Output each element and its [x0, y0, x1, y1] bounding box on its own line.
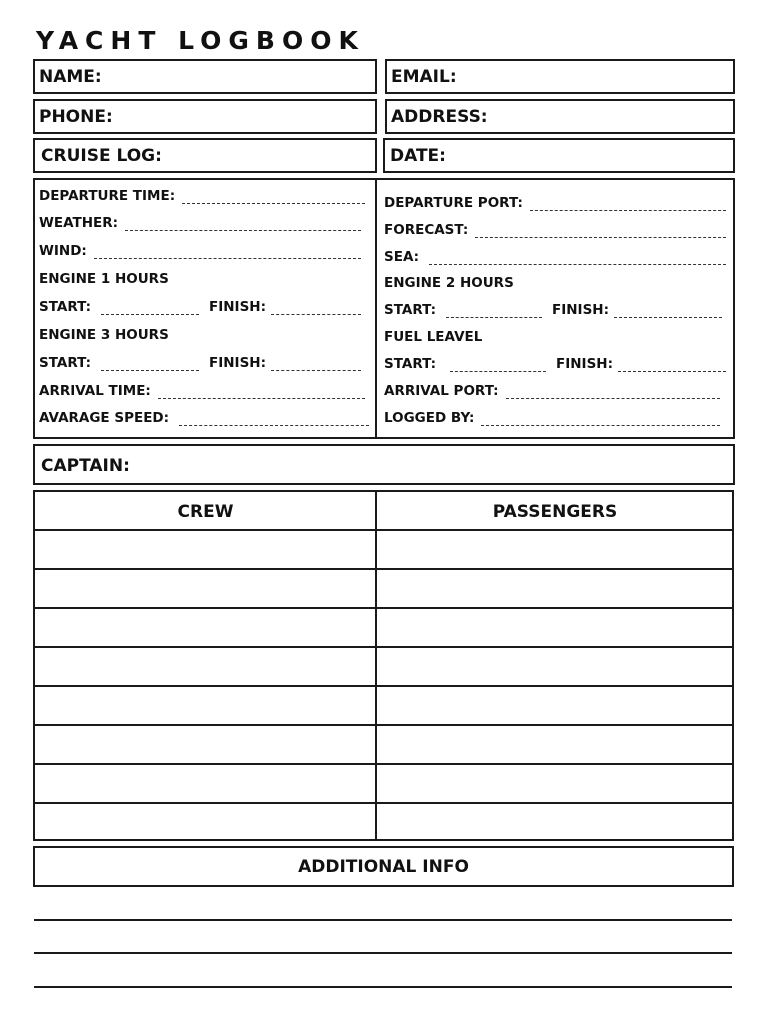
phone-label: PHONE: — [39, 107, 113, 127]
passenger-cell[interactable] — [377, 648, 732, 685]
departure-port-line — [530, 198, 726, 211]
additional-info-line[interactable] — [34, 986, 732, 988]
crew-cell[interactable] — [35, 726, 375, 763]
fuel-times-row[interactable] — [384, 356, 726, 372]
crew-cell[interactable] — [35, 687, 375, 724]
engine2-finish-line — [614, 305, 722, 318]
engine1-times-row[interactable] — [39, 299, 361, 315]
engine2-start-label: START: — [384, 302, 436, 318]
engine1-hours-label: ENGINE 1 HOURS — [39, 271, 169, 287]
forecast-label: FORECAST: — [384, 222, 469, 238]
departure-time-label: DEPARTURE TIME: — [39, 188, 176, 204]
weather-label: WEATHER: — [39, 215, 119, 231]
wind-line — [94, 246, 361, 259]
passenger-cell[interactable] — [377, 726, 732, 763]
fuel-finish-label: FINISH: — [556, 356, 613, 372]
additional-info-line[interactable] — [34, 919, 732, 921]
cruise-log-field[interactable] — [33, 138, 377, 173]
engine3-finish-label: FINISH: — [209, 355, 266, 371]
passenger-cell[interactable] — [377, 804, 732, 839]
engine3-hours-label: ENGINE 3 HOURS — [39, 327, 169, 343]
engine2-hours-label: ENGINE 2 HOURS — [384, 275, 514, 291]
arrival-port-line — [506, 386, 720, 399]
wind-label: WIND: — [39, 243, 87, 259]
weather-line — [125, 218, 361, 231]
address-label: ADDRESS: — [391, 107, 488, 127]
departure-port-row[interactable] — [384, 195, 726, 211]
name-label: NAME: — [39, 67, 102, 87]
captain-field[interactable] — [33, 444, 735, 485]
passenger-cell[interactable] — [377, 765, 732, 802]
fuel-level-label: FUEL LEAVEL — [384, 329, 483, 345]
engine1-hours-heading — [39, 271, 361, 287]
crew-header: CREW — [177, 501, 234, 522]
panel-divider — [375, 180, 377, 437]
sea-row[interactable] — [384, 249, 726, 265]
engine3-hours-heading — [39, 327, 361, 343]
crew-cell[interactable] — [35, 648, 375, 685]
passenger-cell[interactable] — [377, 687, 732, 724]
passenger-cell[interactable] — [377, 609, 732, 646]
phone-field[interactable] — [33, 99, 377, 134]
sea-label: SEA: — [384, 249, 420, 265]
engine2-finish-label: FINISH: — [552, 302, 609, 318]
fuel-start-label: START: — [384, 356, 436, 372]
forecast-line — [475, 225, 726, 238]
engine3-times-row[interactable] — [39, 355, 361, 371]
additional-info-heading: ADDITIONAL INFO — [33, 846, 734, 887]
passenger-cell[interactable] — [377, 570, 732, 607]
name-field[interactable] — [33, 59, 377, 94]
logged-by-line — [481, 413, 720, 426]
crew-cell[interactable] — [35, 570, 375, 607]
fuel-level-heading — [384, 329, 726, 345]
engine3-finish-line — [271, 358, 361, 371]
crew-passengers-table — [33, 490, 734, 841]
email-label: EMAIL: — [391, 67, 457, 87]
address-field[interactable] — [385, 99, 735, 134]
arrival-time-label: ARRIVAL TIME: — [39, 383, 151, 399]
date-field[interactable] — [383, 138, 735, 173]
departure-port-label: DEPARTURE PORT: — [384, 195, 523, 211]
crew-cell[interactable] — [35, 765, 375, 802]
logged-by-row[interactable] — [384, 410, 720, 426]
page-title: YACHT LOGBOOK — [36, 26, 365, 55]
engine2-start-line — [446, 305, 542, 318]
departure-time-row[interactable] — [39, 188, 365, 204]
crew-cell[interactable] — [35, 804, 375, 839]
logged-by-label: LOGGED BY: — [384, 410, 475, 426]
wind-row[interactable] — [39, 243, 361, 259]
passenger-cell[interactable] — [377, 531, 732, 568]
arrival-port-label: ARRIVAL PORT: — [384, 383, 499, 399]
average-speed-label: AVARAGE SPEED: — [39, 410, 170, 426]
engine2-hours-heading — [384, 275, 726, 291]
arrival-time-line — [158, 386, 365, 399]
additional-info-line[interactable] — [34, 952, 732, 954]
date-label: DATE: — [390, 146, 446, 166]
arrival-port-row[interactable] — [384, 383, 720, 399]
engine1-start-label: START: — [39, 299, 91, 315]
sea-line — [429, 252, 726, 265]
weather-row[interactable] — [39, 215, 361, 231]
log-details-panel — [33, 178, 735, 439]
crew-cell[interactable] — [35, 609, 375, 646]
fuel-start-line — [450, 359, 546, 372]
captain-label: CAPTAIN: — [41, 456, 130, 476]
departure-time-line — [182, 191, 365, 204]
email-field[interactable] — [385, 59, 735, 94]
average-speed-line — [179, 413, 369, 426]
cruise-log-label: CRUISE LOG: — [41, 146, 162, 166]
fuel-finish-line — [618, 359, 726, 372]
crew-cell[interactable] — [35, 531, 375, 568]
engine1-start-line — [101, 302, 199, 315]
forecast-row[interactable] — [384, 222, 726, 238]
engine1-finish-label: FINISH: — [209, 299, 266, 315]
average-speed-row[interactable] — [39, 410, 369, 426]
engine3-start-label: START: — [39, 355, 91, 371]
engine2-times-row[interactable] — [384, 302, 722, 318]
arrival-time-row[interactable] — [39, 383, 365, 399]
engine3-start-line — [101, 358, 199, 371]
passengers-header: PASSENGERS — [492, 501, 618, 522]
engine1-finish-line — [271, 302, 361, 315]
